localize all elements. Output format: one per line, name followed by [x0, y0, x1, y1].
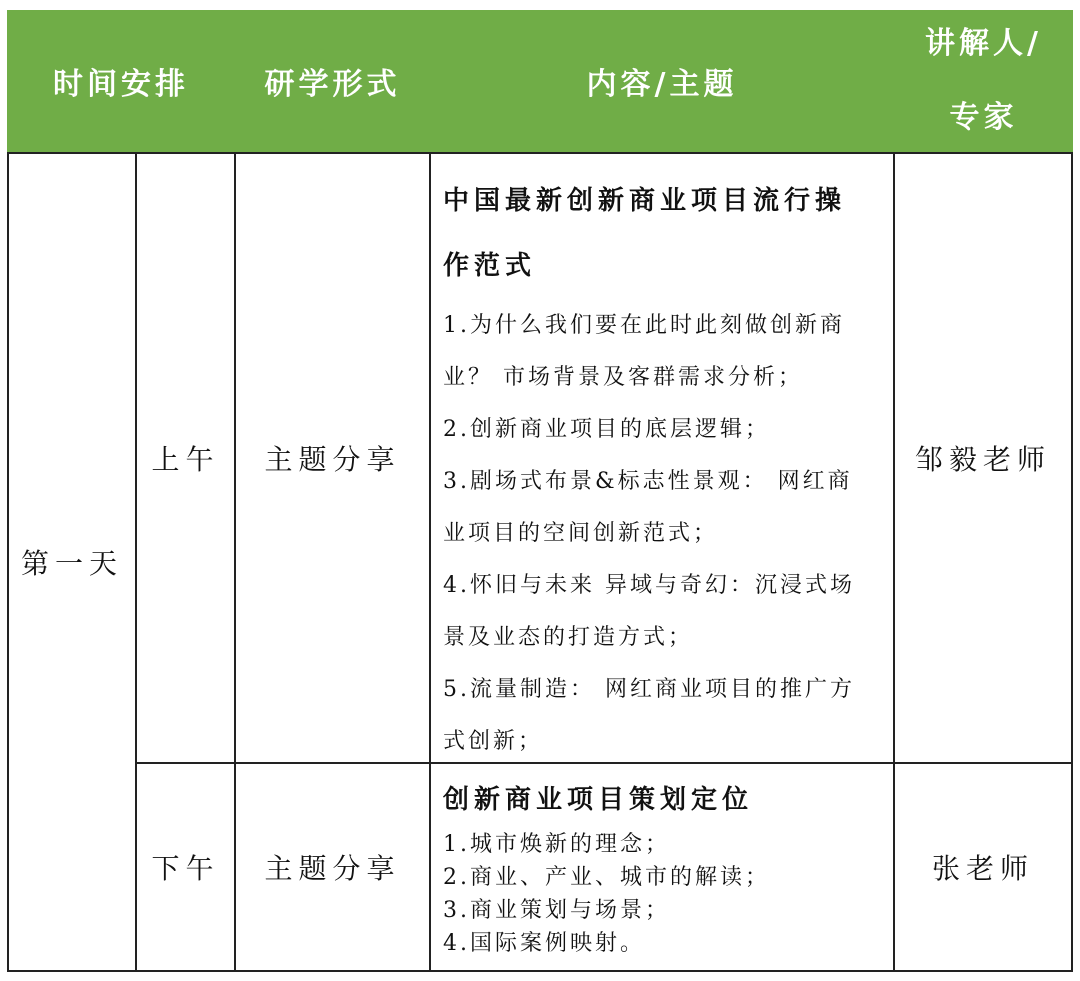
morning-point-line: 3.剧场式布景&标志性景观： 网红商	[443, 469, 853, 494]
morning-format: 主题分享	[264, 443, 401, 476]
morning-point-line: 4.怀旧与未来 异域与奇幻：沉浸式场	[443, 573, 855, 598]
morning-point-line: 2.创新商业项目的底层逻辑；	[443, 417, 770, 442]
afternoon-point-line: 2.商业、产业、城市的解读；	[443, 865, 770, 890]
afternoon-point-line: 1.城市焕新的理念；	[443, 832, 670, 857]
table-bottom-border	[7, 970, 1073, 972]
afternoon-format: 主题分享	[264, 852, 401, 885]
afternoon-time: 下午	[151, 852, 220, 885]
morning-title-line1: 中国最新创新商业项目流行操	[443, 186, 847, 216]
header-content: 内容/主题	[430, 10, 894, 152]
schedule-table	[7, 10, 1073, 972]
header-speaker-line1: 讲解人/	[925, 26, 1042, 61]
morning-point-line: 5.流量制造： 网红商业项目的推广方	[443, 677, 855, 702]
morning-point-line: 式创新；	[443, 729, 544, 754]
header-format: 研学形式	[235, 10, 430, 152]
morning-point-line: 景及业态的打造方式；	[443, 625, 694, 650]
afternoon-title: 创新商业项目策划定位	[443, 785, 754, 815]
day-label: 第一天	[20, 547, 123, 580]
header-speaker	[894, 10, 1073, 152]
morning-speaker: 邹毅老师	[914, 443, 1051, 476]
table-right-border	[1071, 152, 1073, 972]
col-divider-3	[429, 152, 431, 972]
morning-content	[443, 164, 893, 768]
morning-point-line: 业项目的空间创新范式；	[443, 521, 719, 546]
morning-time: 上午	[151, 443, 220, 476]
morning-point-line: 业？ 市场背景及客群需求分析；	[443, 365, 803, 390]
header-time: 时间安排	[7, 10, 235, 152]
afternoon-speaker: 张老师	[931, 852, 1034, 885]
header-speaker-line2: 专家	[949, 100, 1018, 135]
afternoon-content	[443, 772, 893, 960]
afternoon-point-line: 4.国际案例映射。	[443, 931, 645, 956]
afternoon-point-line: 3.商业策划与场景；	[443, 898, 670, 923]
morning-point-line: 1.为什么我们要在此时此刻做创新商	[443, 313, 845, 338]
morning-title-line2: 作范式	[443, 251, 537, 281]
